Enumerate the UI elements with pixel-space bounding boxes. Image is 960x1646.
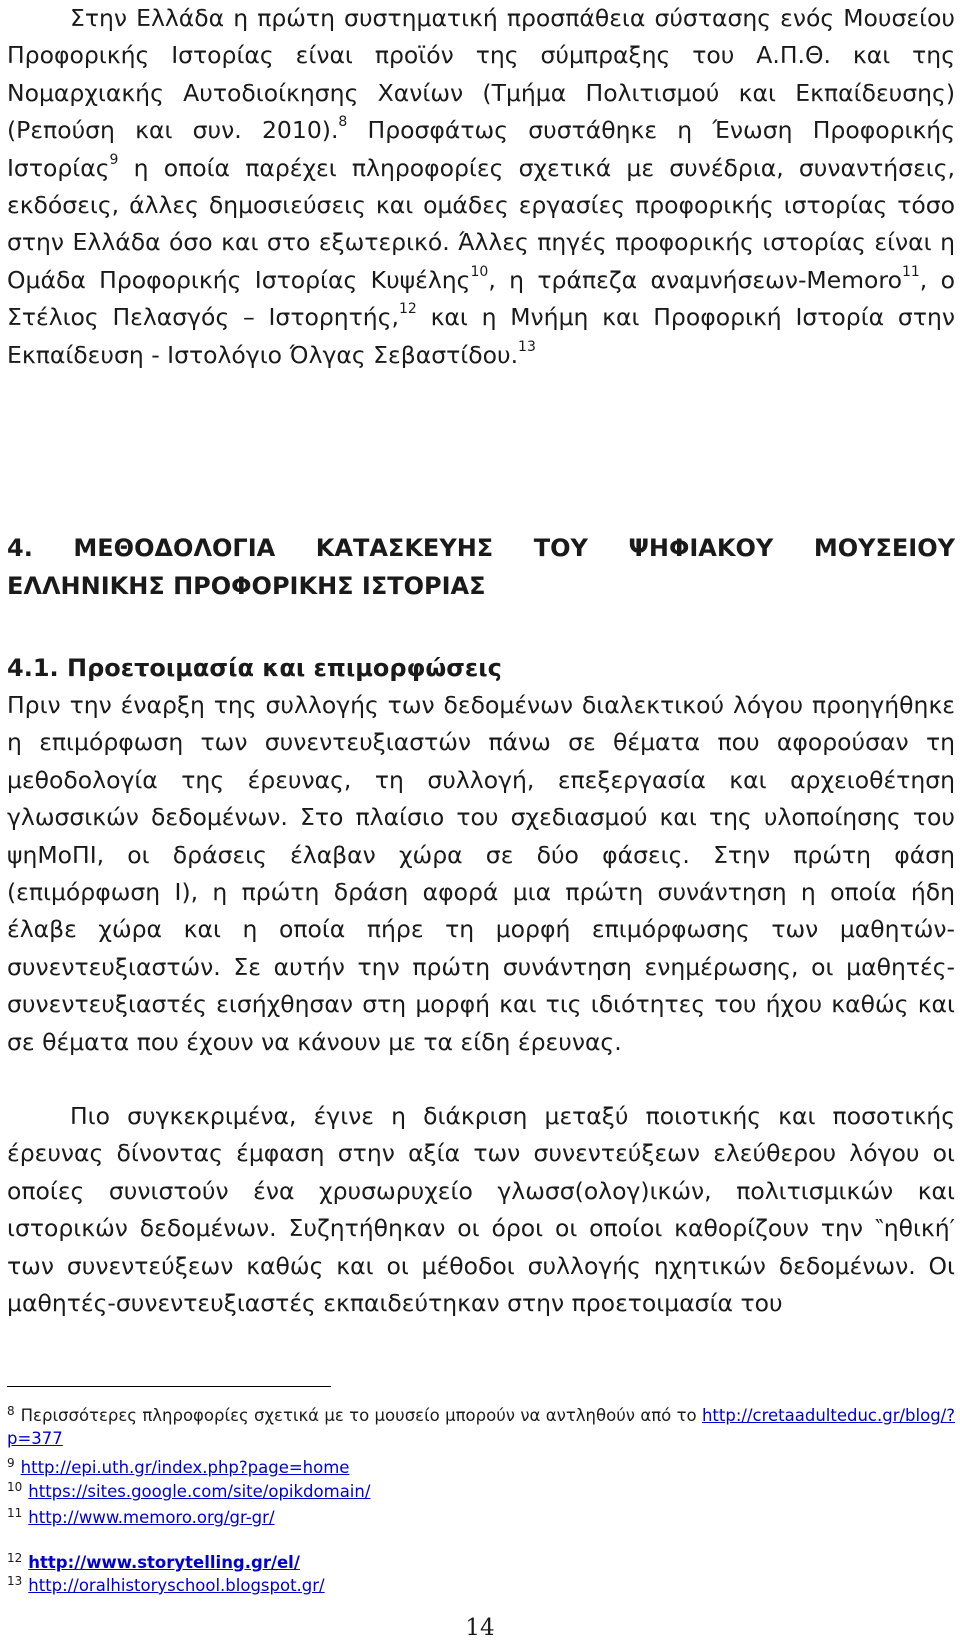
footnote-link[interactable]: http://www.memoro.org/gr-gr/	[28, 1508, 275, 1527]
footnote-13	[7, 1575, 955, 1598]
footnote-number: 9	[7, 1456, 15, 1470]
footnote-ref-8[interactable]: 8	[338, 114, 348, 131]
footnote-number: 8	[7, 1404, 15, 1418]
footnote-8	[7, 1405, 955, 1450]
paragraph-text: , η τράπεζα αναμνήσεων-Memoro	[488, 265, 902, 294]
footnote-ref-11[interactable]: 11	[901, 264, 920, 281]
footnote-ref-9[interactable]: 9	[109, 151, 119, 168]
footnote-number: 12	[7, 1551, 23, 1565]
footnote-9	[7, 1457, 955, 1480]
subsection-heading: 4.1. Προετοιμασία και επιμορφώσεις	[7, 654, 502, 682]
footnote-number: 10	[7, 1480, 23, 1494]
footnote-link[interactable]: https://sites.google.com/site/opikdomain/	[28, 1482, 371, 1501]
footnote-text: Περισσότερες πληροφορίες σχετικά με το μουσείο μπορούν να αντληθούν από το	[20, 1406, 697, 1425]
paragraph-details: Πιο συγκεκριμένα, έγινε η διάκριση μεταξύ ποιοτικής και ποσοτικής έρευνας δίνοντας έμφαση στην αξία των συνεντεύξεων ελεύθερου λόγου οι οποίες συνιστούν ένα χρυσωρυχείο γλωσσ(ολογ)ικών, πολιτισμικών και ιστορικών δεδομένων. Συζητήθηκαν οι όροι οι οποίοι καθορίζουν την ‶ηθική′ των συνεντεύξεων καθώς και οι μέθοδοι συλλογής ηχητικών δεδομένων. Οι μαθητές-συνεντευξιαστές εκπαιδεύτηκαν στην προετοιμασία του	[7, 1102, 955, 1318]
footnote-link[interactable]: http://cretaadulteduc.gr/blog/?p=377	[7, 1406, 955, 1448]
paragraph-museums	[7, 0, 955, 374]
footnote-link[interactable]: http://oralhistoryschool.blogspot.gr/	[28, 1576, 325, 1595]
page-number: 14	[465, 1615, 495, 1641]
footnote-number: 13	[7, 1574, 23, 1588]
footnote-ref-13[interactable]: 13	[518, 338, 536, 355]
footnote-12	[7, 1552, 955, 1575]
paragraph-training: Πριν την έναρξη της συλλογής των δεδομένων διαλεκτικού λόγου προηγήθηκε η επιμόρφωση των συνεντευξιαστών πάνω σε θέματα που αφορούσαν τη μεθοδολογία της έρευνας, τη συλλογή, επεξεργασία και αρχειοθέτηση γλωσσικών δεδομένων. Στο πλαίσιο του σχεδιασμού και της υλοποίησης του ψηΜοΠΙ, οι δράσεις έλαβαν χώρα σε δύο φάσεις. Στην πρώτη φάση (επιμόρφωση Ι), η πρώτη δράση αφορά μια πρώτη συνάντηση η οποία ήδη έλαβε χώρα και η οποία πήρε τη μορφή επιμόρφωσης των μαθητών-συνεντευξιαστών. Σε αυτήν την πρώτη συνάντηση ενημέρωσης, οι μαθητές-συνεντευξιαστές εισήχθησαν στη μορφή και τις ιδιότητες του ήχου καθώς και σε θέματα που έχουν να κάνουν με τα είδη έρευνας.	[7, 691, 955, 1056]
footnote-number: 11	[7, 1506, 23, 1520]
footnote-link[interactable]: http://www.storytelling.gr/el/	[28, 1553, 300, 1572]
paragraph-text: Στην Ελλάδα η πρώτη συστηματική προσπάθεια σύστασης ενός Μουσείου Προφορικής Ιστορίας είναι προϊόν της σύμπραξης του Α.Π.Θ. και της Νομαρχιακής Αυτοδιοίκησης Χανίων (Τμήμα Πολιτισμού και Εκπαίδευσης) (Ρεπούση και συν. 2010).	[7, 4, 955, 145]
footnote-link[interactable]: http://epi.uth.gr/index.php?page=home	[20, 1458, 350, 1477]
paragraph-text: , ο Στέλιος Πελασγός – Ιστορητής,	[7, 265, 955, 332]
paragraph-text: και η Μνήμη και Προφορική Ιστορία στην Εκπαίδευση - Ιστολόγιο Όλγας Σεβαστίδου.	[7, 303, 955, 369]
footnote-ref-12[interactable]: 12	[398, 301, 417, 318]
footnote-10	[7, 1481, 955, 1504]
paragraph-text: η οποία παρέχει πληροφορίες σχετικά με συνέδρια, συναντήσεις, εκδόσεις, άλλες δημοσιεύσεις και ομάδες εργασίες προφορικής ιστορίας τόσο στην Ελλάδα όσο και στο εξωτερικό. Άλλες πηγές προφορικής ιστορίας είναι η Ομάδα Προφορικής Ιστορίας Κυψέλης	[7, 153, 955, 294]
footnote-ref-10[interactable]: 10	[470, 264, 489, 281]
paragraph-text: Προσφάτως συστάθηκε η Ένωση Προφορικής Ιστορίας	[7, 116, 955, 182]
footnote-separator	[7, 1386, 331, 1387]
footnote-11	[7, 1507, 955, 1530]
section-heading: 4. ΜΕΘΟΔΟΛΟΓΙΑ ΚΑΤΑΣΚΕΥΗΣ ΤΟΥ ΨΗΦΙΑΚΟΥ ΜΟΥΣΕΙΟΥ ΕΛΛΗΝΙΚΗΣ ΠΡΟΦΟΡΙΚΗΣ ΙΣΤΟΡΙΑΣ	[7, 534, 955, 600]
